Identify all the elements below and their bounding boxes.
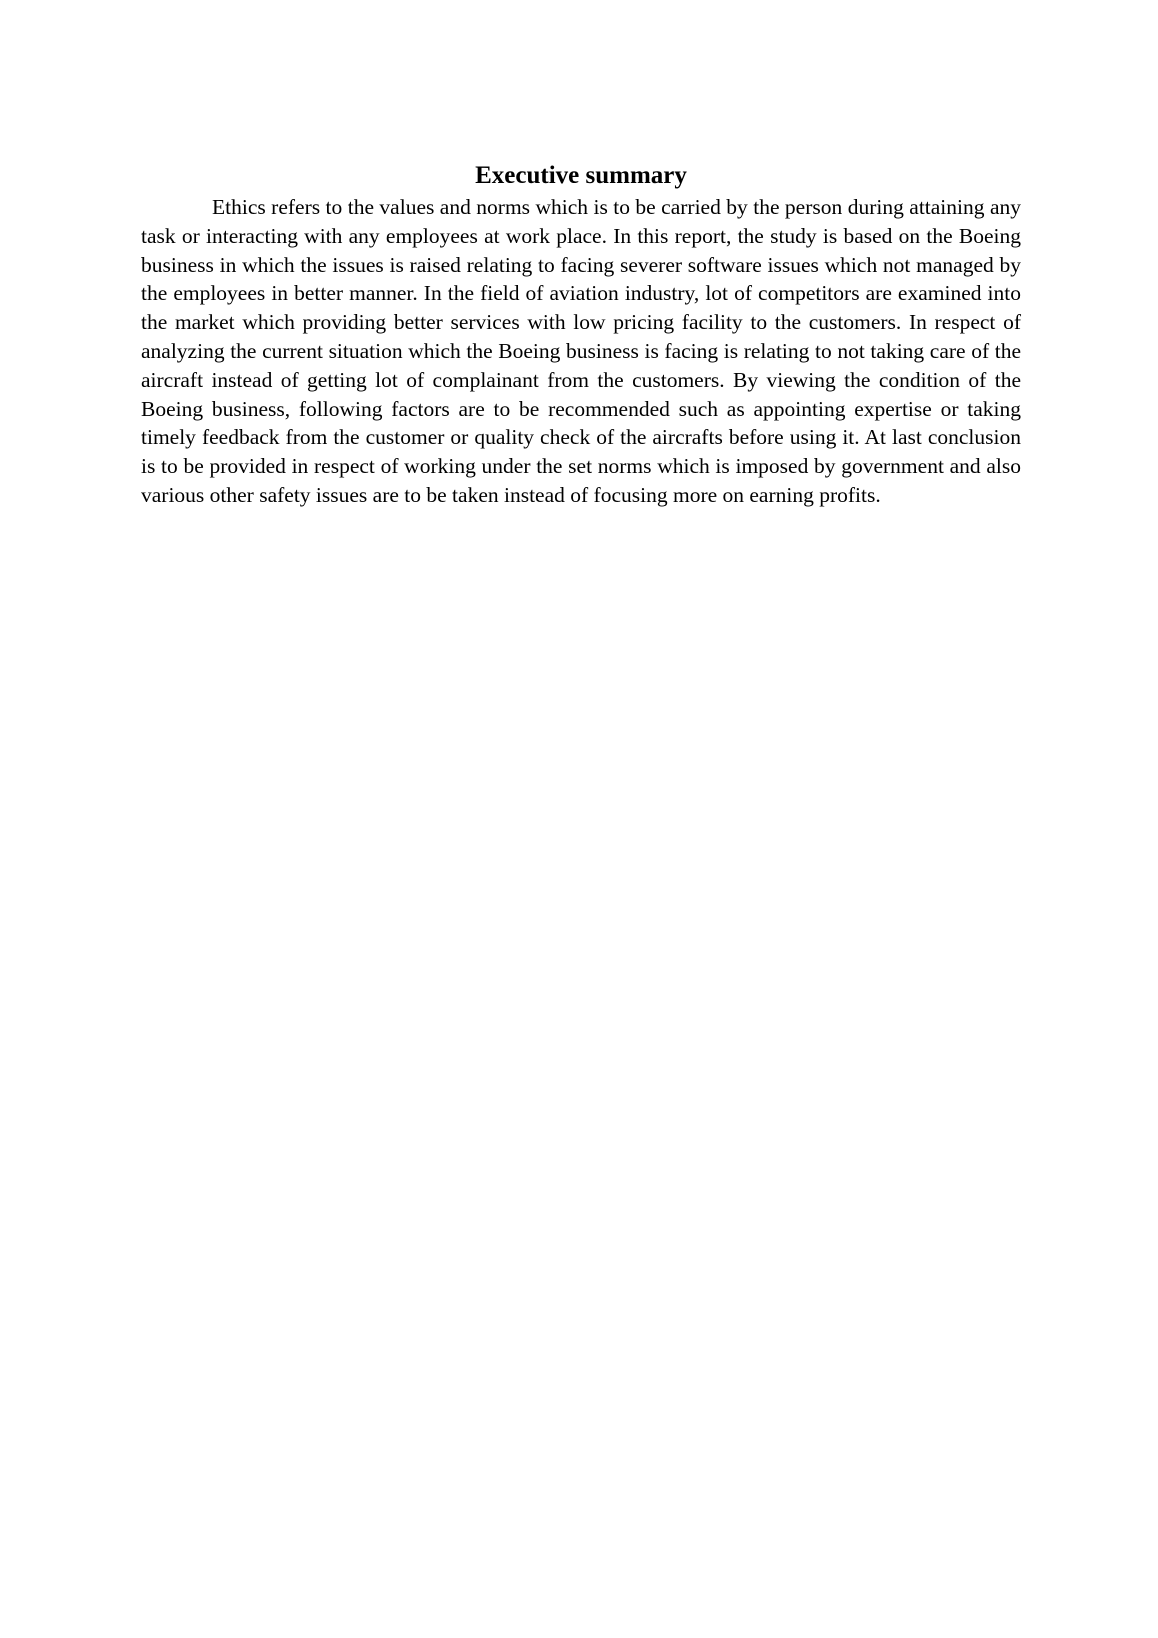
page-title: Executive summary — [475, 162, 687, 189]
page-content — [141, 160, 1021, 510]
summary-paragraph: Ethics refers to the values and norms which is to be carried by the person during attaining any task or interacting with any employees at work place. In this report, the study is based on the Boeing business in which the issues is raised relating to facing severer software issues which not managed by the employees in better manner. In the field of aviation industry, lot of competitors are examined into the market which providing better services with low pricing facility to the customers. In respect of analyzing the current situation which the Boeing business is facing is relating to not taking care of the aircraft instead of getting lot of complainant from the customers. By viewing the condition of the Boeing business, following factors are to be recommended such as appointing expertise or taking timely feedback from the customer or quality check of the aircrafts before using it. At last conclusion is to be provided in respect of working under the set norms which is imposed by government and also various other safety issues are to be taken instead of focusing more on earning profits. — [141, 195, 1021, 507]
